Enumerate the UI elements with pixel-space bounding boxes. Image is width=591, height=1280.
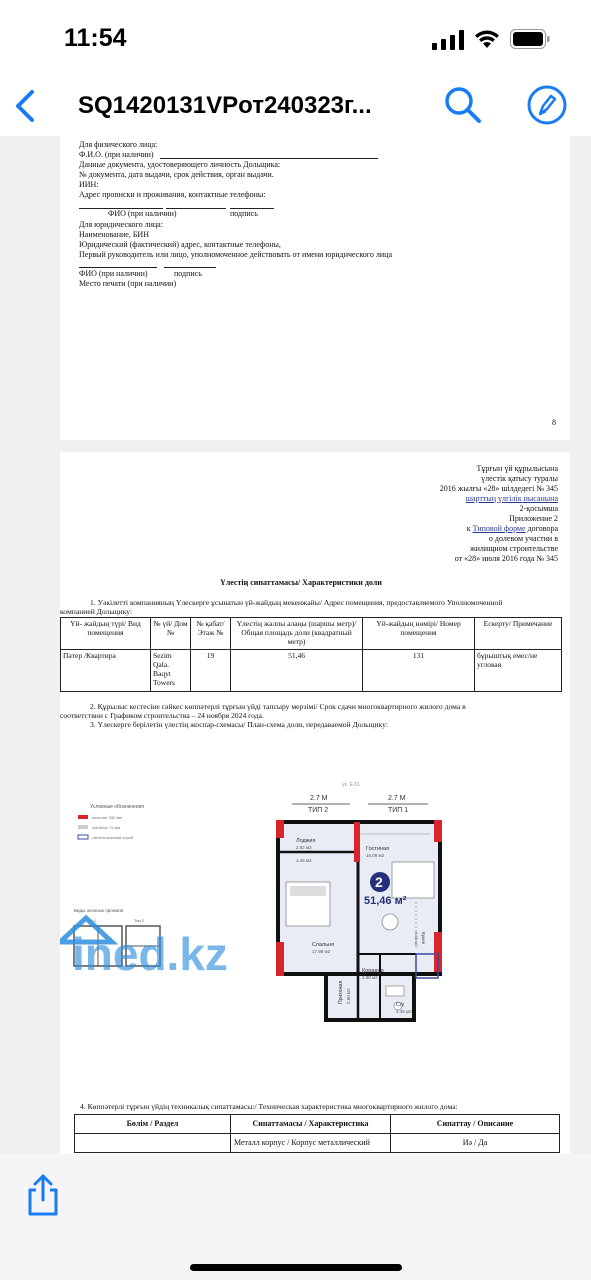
table-header-row bbox=[75, 1115, 560, 1134]
apartment-plan bbox=[276, 820, 442, 1020]
text-line: Место печати (при наличии) bbox=[79, 279, 177, 288]
room-area: 2.92 м2 bbox=[296, 845, 312, 850]
item-4-text: 4. Көппәтерлі тұрғын үйдің техникалық сипаттамасы:/ Техническая характеристика многоквартирного жилого дома: bbox=[80, 1102, 458, 1111]
legend-label: монолит 250 мм bbox=[92, 815, 123, 820]
header-link[interactable]: шарттың үлгілік нысанына bbox=[465, 494, 558, 503]
windows-title: Виды оконных проемов bbox=[74, 908, 124, 913]
table-header-cell: № қабат/ Этаж № bbox=[191, 618, 231, 650]
battery-icon bbox=[510, 29, 550, 49]
page-number: 8 bbox=[552, 418, 556, 427]
table-row bbox=[75, 1134, 560, 1153]
watermark bbox=[60, 918, 228, 980]
legend-swatch bbox=[78, 815, 88, 819]
axis-label: ук. Е-51 bbox=[342, 782, 361, 788]
text-line: ФИО (при наличии) bbox=[79, 269, 148, 278]
text-line: Юридический (фактический) адрес, контактные телефоны, bbox=[79, 240, 281, 249]
header-text: договора bbox=[525, 524, 558, 533]
document-page-8 bbox=[60, 136, 570, 440]
legend-swatch bbox=[78, 835, 88, 839]
navigation-bar bbox=[0, 80, 591, 136]
fill-line bbox=[164, 267, 216, 268]
dimension-label: 2.7 М bbox=[310, 795, 328, 802]
floor-plan-image bbox=[60, 782, 570, 1092]
header-text: к bbox=[466, 524, 473, 533]
document-title: SQ1420131VPот240323г... bbox=[78, 92, 372, 119]
header-line: Приложение 2 bbox=[509, 514, 558, 523]
markup-pen-icon[interactable] bbox=[526, 84, 568, 126]
text-line: Ф.И.О. (при наличии) bbox=[79, 150, 154, 159]
table-cell: Sezim Qala. Baqyt Towers bbox=[151, 650, 191, 692]
window-type-label: ТИП 2 bbox=[308, 807, 329, 814]
room-area: 17.98 м2 bbox=[312, 949, 331, 954]
text-line: Для физического лица: bbox=[79, 140, 158, 149]
room-label: Коридор bbox=[362, 968, 384, 974]
cellular-signal-icon bbox=[432, 30, 464, 50]
status-bar bbox=[0, 0, 591, 80]
header-line: 2-қосымша bbox=[519, 504, 558, 513]
table-header-cell: Сипаттау / Описание bbox=[391, 1115, 560, 1134]
bottom-toolbar bbox=[0, 1154, 591, 1280]
document-viewer[interactable] bbox=[0, 136, 591, 1154]
item-3-text: 3. Үлескерге берілетін үлестің жоспар-схемасы/ План-схема доли, передаваемой Дольщику: bbox=[90, 720, 388, 729]
header-line: от «28» июля 2016 года № 345 bbox=[454, 554, 558, 563]
item-1-text: компанией Дольщику: bbox=[60, 607, 133, 616]
search-icon[interactable] bbox=[442, 84, 482, 126]
item-2-text: соответствии с Графиком строительства – 24 ноября 2024 года. bbox=[60, 711, 264, 720]
legend-label: газоблок 75 мм bbox=[92, 825, 121, 830]
header-line-link bbox=[467, 524, 558, 534]
room-count: 2 bbox=[375, 874, 383, 890]
table-header-cell: Үй- жайдың түрі/ Вид помещения bbox=[61, 618, 151, 650]
header-line: жилищном строительстве bbox=[470, 544, 558, 553]
header-line: Тұрғын үй құрылысына bbox=[476, 464, 558, 473]
table-header-row bbox=[61, 618, 562, 650]
table-header-cell: Ескерту/ Примечание bbox=[475, 618, 562, 650]
back-chevron-icon[interactable] bbox=[8, 86, 42, 126]
room-label: Лоджия bbox=[296, 838, 316, 844]
table-cell: 131 bbox=[363, 650, 475, 692]
item-2-text: 2. Құрылыс кестесіне сәйкес көппәтерлі тұрғын үйді тапсыру мерзімі/ Срок сдачи многоквартирного жилого дома в bbox=[90, 702, 466, 711]
table-header-cell: Үй-жайдың нөмірі/ Номер помещения bbox=[363, 618, 475, 650]
text-line: Данные документа, удостоверяющего личность Дольщика: bbox=[79, 160, 281, 169]
legend-title: Условные обозначения bbox=[90, 804, 145, 810]
text-line: № документа, дата выдачи, срок действия, орган выдачи. bbox=[79, 170, 274, 179]
legend-swatch bbox=[78, 825, 88, 829]
table-cell: Металл корпус / Корпус металлический bbox=[231, 1134, 391, 1153]
table-cell: Иә / Да bbox=[391, 1134, 560, 1153]
header-line: 2016 жылғы «28» шілдедегі № 345 bbox=[439, 484, 558, 493]
header-line: үлестік қатысу туралы bbox=[481, 474, 558, 483]
status-time: 11:54 bbox=[64, 24, 127, 52]
room-label: Прихожая bbox=[338, 980, 344, 1004]
table-cell bbox=[75, 1134, 231, 1153]
window-type-label: Тип 2 bbox=[134, 918, 145, 923]
room-area: 2.60 м2 bbox=[346, 988, 351, 1004]
text-line: Адрес прописки и проживания, контактные телефоны: bbox=[79, 190, 266, 199]
legend-label: сантехнический короб bbox=[92, 835, 134, 840]
watermark-logo-text: ined.kz bbox=[72, 928, 228, 980]
room-label: Гостиная bbox=[366, 846, 390, 852]
text-line: подпись bbox=[230, 209, 258, 218]
table-cell: Пәтер /Квартира bbox=[61, 650, 151, 692]
table-header-cell: Сипаттамасы / Характеристика bbox=[231, 1115, 391, 1134]
window-type-label: Тип 1 bbox=[86, 918, 97, 923]
text-line: ИИН: bbox=[79, 180, 99, 189]
technical-table bbox=[74, 1114, 560, 1153]
table-header-cell: Бөлім / Раздел bbox=[75, 1115, 231, 1134]
room-area: 2.98 м2 bbox=[362, 975, 378, 980]
room-area: 4.45 м2 bbox=[396, 1009, 412, 1014]
room-label: Кухня bbox=[421, 932, 426, 945]
table-header-cell: № үй/ Дом № bbox=[151, 618, 191, 650]
fill-line bbox=[79, 267, 157, 268]
text-line: Наименование, БИН bbox=[79, 230, 149, 239]
total-area-label: 51,46 м² bbox=[364, 895, 407, 907]
table-cell: бұрыштық емес/не угловая bbox=[475, 650, 562, 692]
table-header-cell: Үлестің жалпы алаңы (шаршы метр)/ Общая площадь доли (квадратный метр) bbox=[231, 618, 363, 650]
section-title: Үлестің сипаттамасы/ Характеристики доли bbox=[220, 578, 382, 587]
fill-line bbox=[160, 158, 378, 159]
room-area: 16.09 м2 bbox=[366, 853, 385, 858]
item-1-text: 1. Уәкілетті компанияның Үлескерге ұсынатын үй-жайдың мекенжайы/ Адрес помещения, предоставляемого Уполномоченной bbox=[90, 598, 503, 607]
header-link[interactable]: Типовой форме bbox=[472, 524, 526, 533]
home-indicator[interactable] bbox=[190, 1264, 402, 1271]
room-area: 1.46 м2 bbox=[296, 858, 312, 863]
text-line: Для юридического лица: bbox=[79, 220, 163, 229]
room-area: 6.45 м2 bbox=[414, 932, 419, 946]
characteristics-table bbox=[60, 617, 562, 692]
dimension-label: 2.7 М bbox=[388, 795, 406, 802]
table-row bbox=[61, 650, 562, 692]
room-label: Спальня bbox=[312, 942, 335, 948]
document-page-9 bbox=[60, 452, 570, 1154]
room-label: С/у bbox=[396, 1002, 405, 1008]
header-line: о долевом участии в bbox=[488, 534, 558, 543]
text-line: ФИО (при наличии) bbox=[108, 209, 177, 218]
text-line: Первый руководитель или лицо, уполномоченное действовать от имени юридического лица bbox=[79, 250, 392, 259]
table-cell: 51,46 bbox=[231, 650, 363, 692]
share-icon[interactable] bbox=[24, 1172, 62, 1218]
wifi-icon bbox=[474, 28, 500, 50]
window-type-label: ТИП 1 bbox=[388, 807, 409, 814]
text-line: подпись bbox=[174, 269, 202, 278]
table-cell: 19 bbox=[191, 650, 231, 692]
